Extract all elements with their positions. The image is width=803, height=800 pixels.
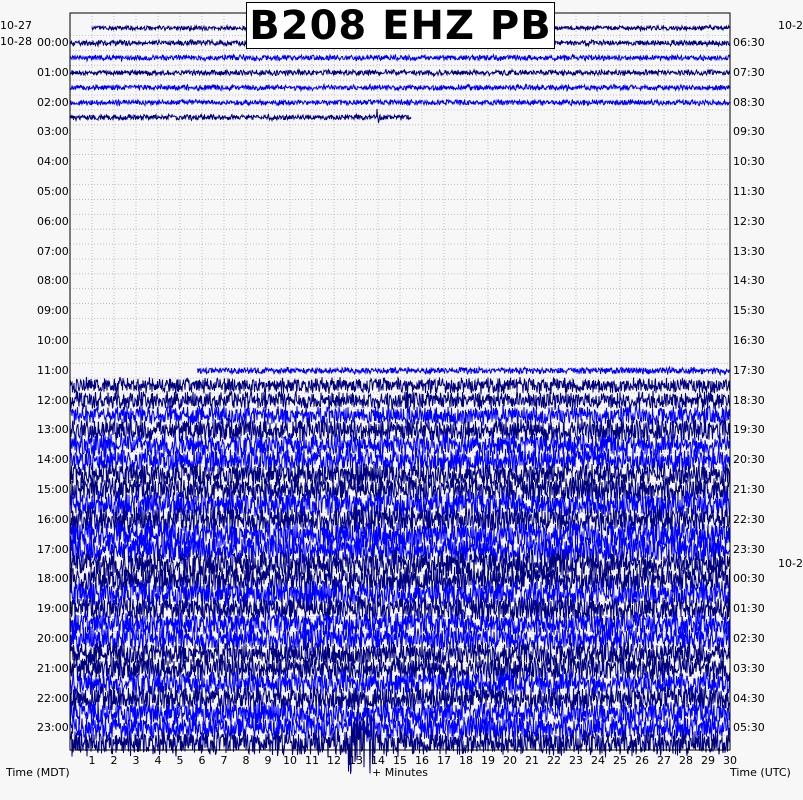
- x-tick-label: 19: [481, 754, 495, 767]
- left-hour-label: 22:00: [37, 691, 69, 705]
- left-hour-label: 15:00: [37, 482, 69, 496]
- right-hour-label: 17:30: [733, 363, 765, 377]
- x-tick-label: 4: [154, 754, 162, 767]
- x-tick-label: 9: [264, 754, 272, 767]
- x-tick-label: 18: [459, 754, 473, 767]
- left-hour-label: 19:00: [37, 602, 69, 616]
- x-tick-label: 26: [635, 754, 649, 767]
- left-corner-date-label: 10-28: [0, 35, 32, 48]
- right-hour-label: 20:30: [733, 453, 765, 467]
- right-hour-label: 04:30: [733, 691, 765, 705]
- left-axis-label: Time (MDT): [6, 766, 70, 779]
- right-axis-label: Time (UTC): [730, 766, 791, 779]
- left-hour-label: 20:00: [37, 631, 69, 645]
- right-hour-label: 09:30: [733, 125, 765, 139]
- x-tick-label: 11: [305, 754, 319, 767]
- right-corner-mid-label: 10-2: [778, 557, 803, 570]
- seismic-trace-row-4: [70, 84, 730, 90]
- left-hour-label: 17:00: [37, 542, 69, 556]
- right-hour-label: 00:30: [733, 572, 765, 586]
- right-hour-label: 13:30: [733, 244, 765, 258]
- right-hour-label: 19:30: [733, 423, 765, 437]
- x-tick-label: 28: [679, 754, 693, 767]
- left-hour-label: 08:00: [37, 274, 69, 288]
- right-hour-label: 05:30: [733, 721, 765, 735]
- left-corner-top-label: 10-27: [0, 19, 32, 32]
- x-tick-label: 29: [701, 754, 715, 767]
- right-hour-label: 18:30: [733, 393, 765, 407]
- x-tick-label: 7: [220, 754, 228, 767]
- x-tick-label: 5: [176, 754, 184, 767]
- x-tick-label: 30: [723, 754, 737, 767]
- x-tick-label: 20: [503, 754, 517, 767]
- x-tick-label: 25: [613, 754, 627, 767]
- x-tick-label: 6: [198, 754, 206, 767]
- left-hour-label: 18:00: [37, 572, 69, 586]
- trace-layer: [70, 26, 730, 774]
- x-tick-label: 14: [371, 754, 385, 767]
- right-hour-label: 02:30: [733, 631, 765, 645]
- left-hour-label: 14:00: [37, 453, 69, 467]
- left-hour-label: 21:00: [37, 661, 69, 675]
- x-tick-label: 27: [657, 754, 671, 767]
- right-hour-label: 07:30: [733, 65, 765, 79]
- right-hour-label: 16:30: [733, 333, 765, 347]
- right-hour-label: 08:30: [733, 95, 765, 109]
- right-hour-label: 06:30: [733, 35, 765, 49]
- right-hour-label: 15:30: [733, 304, 765, 318]
- right-hour-label: 11:30: [733, 184, 765, 198]
- left-hour-label: 04:00: [37, 155, 69, 169]
- title-box: [246, 2, 555, 49]
- right-hour-label: 23:30: [733, 542, 765, 556]
- right-hour-label: 03:30: [733, 661, 765, 675]
- left-hour-label: 13:00: [37, 423, 69, 437]
- x-tick-label: 10: [283, 754, 297, 767]
- left-hour-label: 16:00: [37, 512, 69, 526]
- left-hour-label: 03:00: [37, 125, 69, 139]
- x-tick-label: 21: [525, 754, 539, 767]
- x-tick-label: 16: [415, 754, 429, 767]
- left-hour-label: 12:00: [37, 393, 69, 407]
- right-hour-label: 10:30: [733, 155, 765, 169]
- chart-title: B208 EHZ PB: [249, 2, 552, 49]
- x-tick-label: 17: [437, 754, 451, 767]
- right-hour-label: 21:30: [733, 482, 765, 496]
- seismic-trace-row-23: [198, 367, 730, 375]
- right-corner-top-label: 10-2: [778, 19, 803, 32]
- left-hour-label: 07:00: [37, 244, 69, 258]
- x-tick-label: 1: [88, 754, 96, 767]
- x-tick-label: 15: [393, 754, 407, 767]
- x-tick-label: 13: [349, 754, 363, 767]
- left-hour-label: 10:00: [37, 333, 69, 347]
- x-tick-label: 23: [569, 754, 583, 767]
- right-hour-label: 14:30: [733, 274, 765, 288]
- x-tick-label: 22: [547, 754, 561, 767]
- left-hour-label: 00:00: [37, 35, 69, 49]
- left-hour-label: 11:00: [37, 363, 69, 377]
- x-axis-label: + Minutes: [372, 766, 429, 779]
- x-tick-label: 3: [132, 754, 140, 767]
- left-hour-label: 01:00: [37, 65, 69, 79]
- x-tick-label: 2: [110, 754, 118, 767]
- right-hour-label: 22:30: [733, 512, 765, 526]
- left-hour-label: 02:00: [37, 95, 69, 109]
- left-hour-label: 06:00: [37, 214, 69, 228]
- left-hour-label: 23:00: [37, 721, 69, 735]
- x-tick-label: 8: [242, 754, 250, 767]
- left-hour-label: 05:00: [37, 184, 69, 198]
- right-hour-label: 12:30: [733, 214, 765, 228]
- x-tick-label: 12: [327, 754, 341, 767]
- left-hour-label: 09:00: [37, 304, 69, 318]
- seismic-trace-row-6: [70, 109, 411, 123]
- x-tick-label: 24: [591, 754, 605, 767]
- right-hour-label: 01:30: [733, 602, 765, 616]
